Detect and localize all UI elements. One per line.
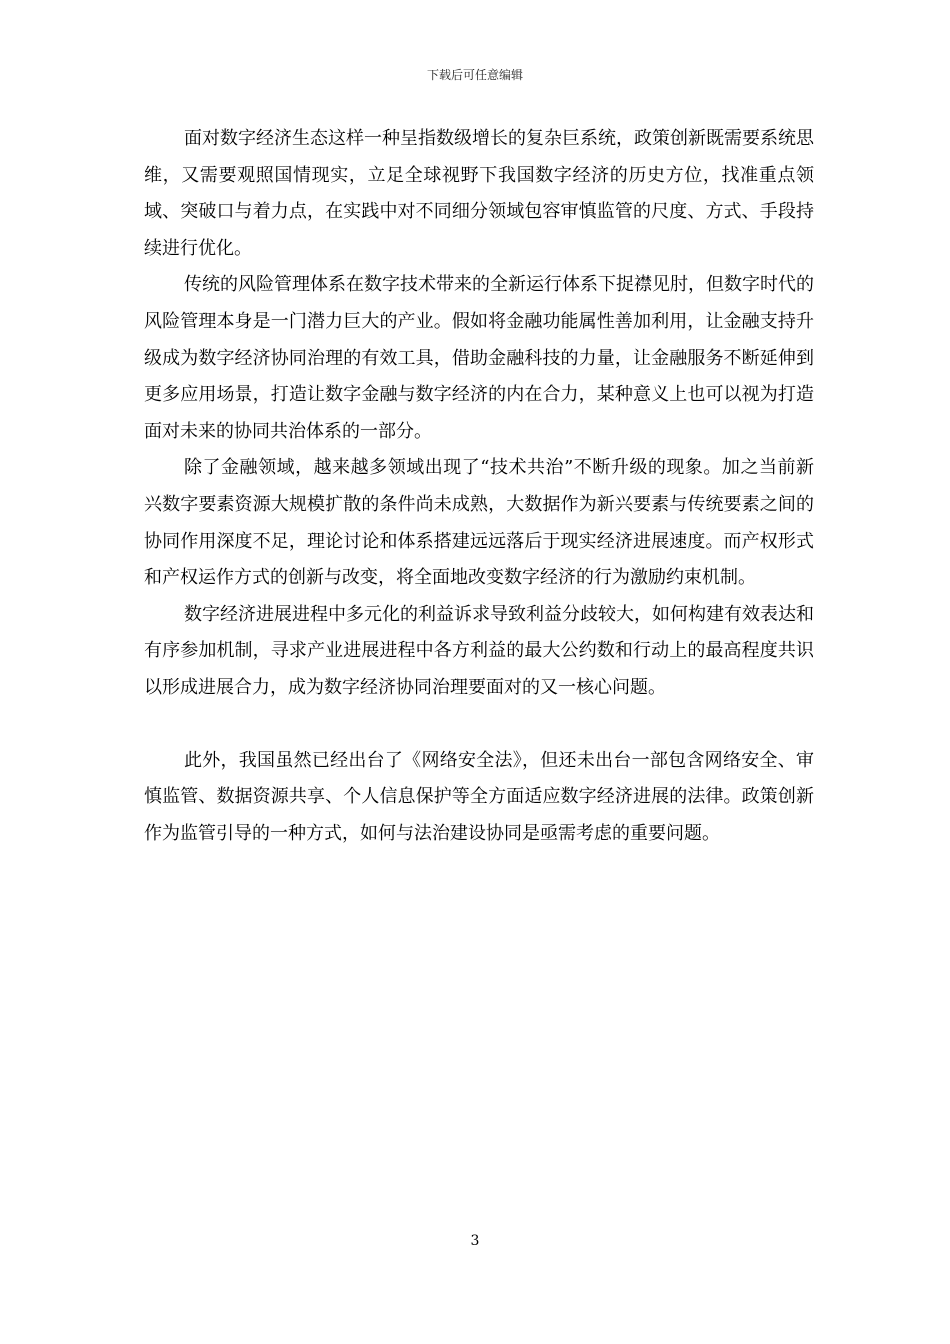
page-number: 3 <box>470 1233 480 1249</box>
paragraph-interest-demands: 数字经济进展进程中多元化的利益诉求导致利益分歧较大，如何构建有效表达和有序参加机制，寻求产业进展进程中各方利益的最大公约数和行动上的最高程度共识以形成进展合力，成为数字经济协同治理要面对的又一核心问题。 <box>144 603 814 698</box>
paragraph-policy-innovation: 面对数字经济生态这样一种呈指数级增长的复杂巨系统，政策创新既需要系统思维，又需要观照国情现实，立足全球视野下我国数字经济的历史方位，找准重点领域、突破口与着力点，在实践中对不同细分领域包容审慎监管的尺度、方式、手段持续进行优化。 <box>144 128 814 259</box>
paragraph-legal-framework: 此外，我国虽然已经出台了《网络安全法》，但还未出台一部包含网络安全、审慎监管、数据资源共享、个人信息保护等全方面适应数字经济进展的法律。政策创新作为监管引导的一种方式，如何与法治建设协同是亟需考虑的重要问题。 <box>144 749 814 844</box>
document-body <box>144 121 814 852</box>
page-header: 下载后可任意编辑 <box>426 68 523 82</box>
paragraph-risk-management: 传统的风险管理体系在数字技术带来的全新运行体系下捉襟见肘，但数字时代的风险管理本身是一门潜力巨大的产业。假如将金融功能属性善加利用，让金融支持升级成为数字经济协同治理的有效工具，借助金融科技的力量，让金融服务不断延伸到更多应用场景，打造让数字金融与数字经济的内在合力，某种意义上也可以视为打造面对未来的协同共治体系的一部分。 <box>144 274 814 442</box>
paragraph-technical-co-governance: 除了金融领域，越来越多领域出现了“技术共治”不断升级的现象。加之当前新兴数字要素资源大规模扩散的条件尚未成熟，大数据作为新兴要素与传统要素之间的协同作用深度不足，理论讨论和体系搭建远远落后于现实经济进展速度。而产权形式和产权运作方式的创新与改变，将全面地改变数字经济的行为激励约束机制。 <box>144 457 814 589</box>
